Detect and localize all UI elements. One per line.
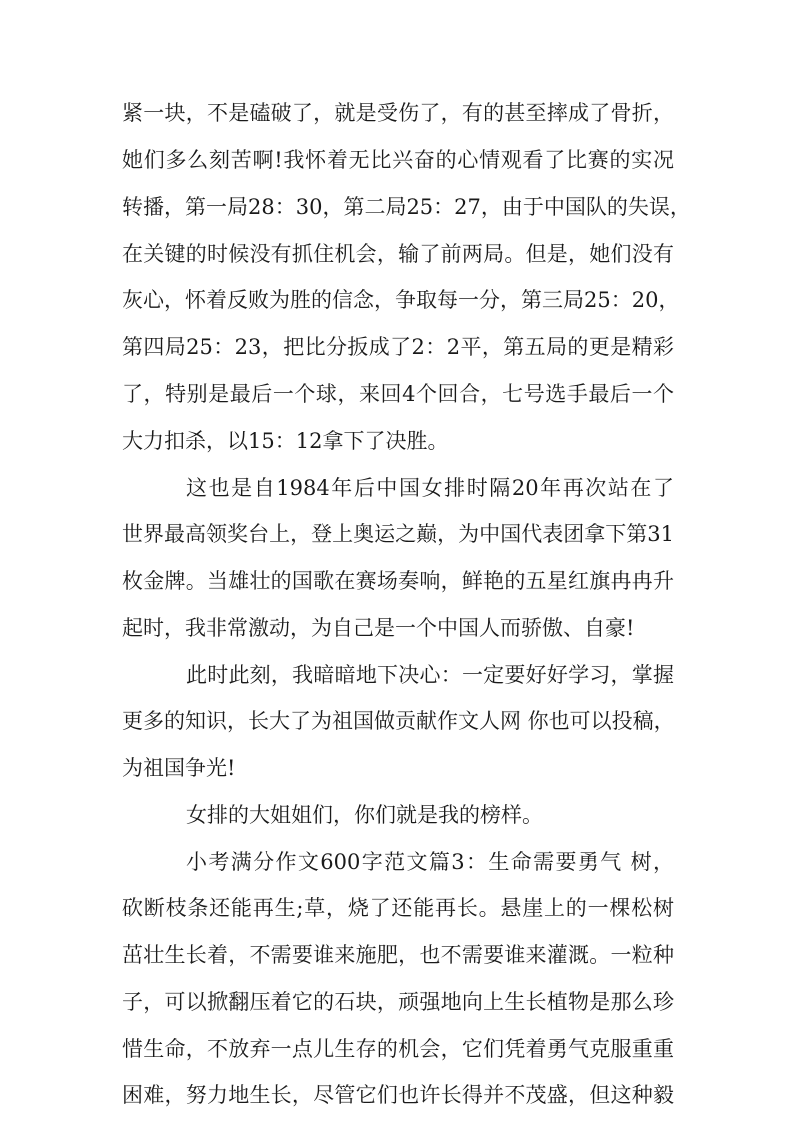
text-line: 在关键的时候没有抓住机会，输了前两局。但是，她们没有 bbox=[122, 242, 674, 266]
text-line: 大力扣杀，以15：12拿下了决胜。 bbox=[122, 429, 449, 453]
text-line: 灰心，怀着反败为胜的信念，争取每一分，第三局25：20， bbox=[122, 288, 680, 312]
text-line: 紧一块，不是磕破了，就是受伤了，有的甚至摔成了骨折， bbox=[122, 101, 674, 125]
section-heading-line: 小考满分作文600字范文篇3：生命需要勇气 树， bbox=[186, 850, 674, 874]
text-line: 为祖国争光! bbox=[122, 756, 236, 780]
text-line: 枚金牌。当雄壮的国歌在赛场奏响，鲜艳的五星红旗冉冉升 bbox=[122, 569, 674, 593]
text-line: 困难，努力地生长，尽管它们也许长得并不茂盛，但这种毅 bbox=[122, 1083, 674, 1107]
paragraph-first-line: 这也是自1984年后中国女排时隔20年再次站在了 bbox=[186, 476, 674, 500]
text-line: 茁壮生长着，不需要谁来施肥，也不需要谁来灌溉。一粒种 bbox=[122, 943, 674, 967]
paragraph-first-line: 女排的大姐姐们，你们就是我的榜样。 bbox=[186, 803, 543, 827]
paragraph-first-line: 此时此刻，我暗暗地下决心：一定要好好学习，掌握 bbox=[186, 663, 674, 687]
text-line: 转播，第一局28：30，第二局25：27，由于中国队的失误， bbox=[122, 195, 691, 219]
text-line: 起时，我非常激动，为自己是一个中国人而骄傲、自豪! bbox=[122, 616, 635, 640]
text-line: 她们多么刻苦啊!我怀着无比兴奋的心情观看了比赛的实况 bbox=[122, 148, 674, 172]
text-line: 世界最高领奖台上，登上奥运之巅，为中国代表团拿下第31 bbox=[122, 522, 674, 546]
text-line: 子，可以掀翻压着它的石块，顽强地向上生长植物是那么珍 bbox=[122, 990, 674, 1014]
text-line: 第四局25：23，把比分扳成了2：2平，第五局的更是精彩 bbox=[122, 335, 674, 359]
text-line: 更多的知识，长大了为祖国做贡献作文人网 你也可以投稿， bbox=[122, 709, 675, 733]
text-line: 了，特别是最后一个球，来回4个回合，七号选手最后一个 bbox=[122, 382, 674, 406]
text-line: 惜生命，不放弃一点儿生存的机会，它们凭着勇气克服重重 bbox=[122, 1037, 674, 1061]
text-line: 砍断枝条还能再生;草，烧了还能再长。悬崖上的一棵松树 bbox=[122, 896, 674, 920]
